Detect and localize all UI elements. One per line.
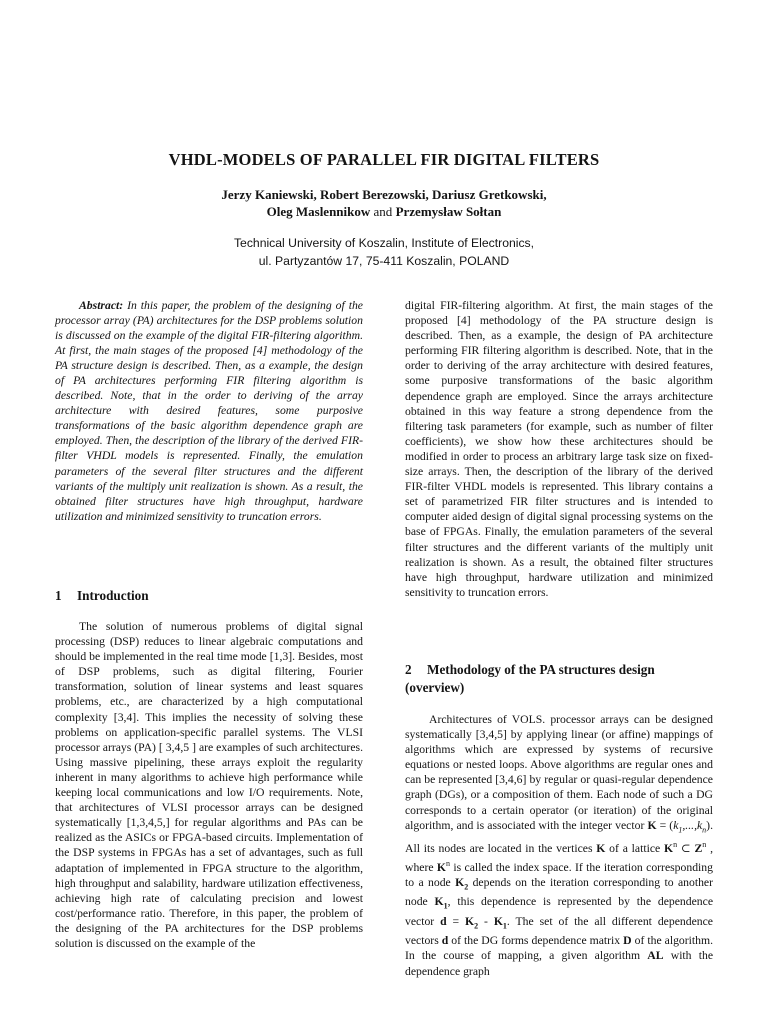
author-list [0, 186, 768, 220]
author-line-2: Oleg Maslennikow and Przemysław Sołtan [266, 204, 502, 219]
section-1-body: The solution of numerous problems of digital signal processing (DSP) reduces to linear algebraic computations and should be implemented in the real time mode [1,3]. Besides, most of DSP problems, such as digital filtering, Fourier transformation, solution of linear systems and least squares problems, etc., are characterized by a high computational complexity [3,4]. This implies the necessity of solving these problems on application-specific parallel systems. The VLSI processor arrays (PA) [ 3,4,5 ] are examples of such architectures. Using massive pipelining, these arrays exploit the regularity inherent in many algorithms to achieve high performance while keeping local communications and low I/O requirements. Note, that architectures of VLSI processor arrays can be designed systematically [1,3,4,5,] for regular algorithms and PAs can be realized as the ASICs or FPGA-based circuits. Implementation of the DSP systems in FPGAs has a set of advantages, such as full adaptation of implemented in FPGA structure to the algorithm, high throughput and salability, hardware utilization effectiveness, achieving high rate of calculating precision and lowest cost/performance ratio. Therefore, in this paper, the problem of the designing of the PA architectures for the DSP problems solution is discussed on the example of the [55, 620, 363, 950]
abstract-text: In this paper, the problem of the designing of the processor array (PA) architectures for the DSP problems solution is discussed on the example of the digital FIR-filtering algorithm. At first, the main stages of the proposed [4] methodology of the PA structure design is described. Then, as a example, the design of PA architectures performing FIR filtering algorithm is described. Note, that in the order to deriving of the array architecture with desired features, some purposive transformations of the basic algorithm dependence graph are employed. Then, the description of the library of the derived FIR-filter VHDL models is represented. Finally, the emulation parameters of the several filter structures and the different variants of the multiply unit realization is shown. As a result, the obtained filter structures have high throughput, hardware utilization and minimized sensitivity to truncation errors. [55, 299, 363, 523]
affiliation-line-1: Technical University of Koszalin, Institute of Electronics, [233, 236, 535, 250]
abstract [55, 298, 363, 524]
affiliation-line-2: ul. Partyzantów 17, 75-411 Koszalin, POLAND [258, 254, 510, 268]
affiliation [0, 234, 768, 270]
section-2-heading: 2 Methodology of the PA structures design (overview) [405, 662, 655, 695]
section-2-body: Architectures of VOLS. processor arrays can be designed systematically [3,4,5] by applying linear (or affine) mappings of algorithms which are expressed by systems of recursive equations or nested loops. Above algorithms are regular ones and can be represented [3,4,6] by regular or quasi-regular dependence graph (DGs), or a composition of them. Each node of such a DG corresponds to a certain operator (or iteration) of the original algorithm, and is associated with the integer vector $K = (k_1,...,k_n)$. All its nodes are located in the vertices K of a lattice $K^n$ ⊂ $Z^n$ , where $K^n$ is called the index space. If the iteration corresponding to a node $K_2$ depends on the iteration corresponding to another node $K_1$, this dependence is represented by the dependence vector $d = K_2 - K_1$. The set of the all different dependence vectors d of the DG forms dependence matrix D of the algorithm. In the course of mapping, a given algorithm AL with the dependence graph [405, 713, 714, 978]
section-1-heading: 1 Introduction [55, 588, 149, 603]
abstract-label: Abstract: [79, 299, 124, 312]
author-line-1: Jerzy Kaniewski, Robert Berezowski, Dariusz Gretkowski, [221, 187, 547, 202]
right-column-continuation: digital FIR-filtering algorithm. At first, the main stages of the proposed [4] methodology of the PA structure design is described. Then, as a example, the design of PA architecture performing FIR filtering algorithm is described. Note, that in the order to deriving of the array architecture with desired features, some purposive transformations of the basic algorithm dependence graph are employed. Since the arrays architecture obtained in this way feature a strong dependence from the filtering task parameters (for example, such as number of filter coefficients), we show how these architectures should be modified in order to process an arbitrary large task size on fixed-size arrays. Then, the description of the library of the derived FIR-filter VHDL models is represented. This library contains a set of parametrized FIR filter structures and is intended to computer aided design of digital signal processing systems on the base of FPGAs. Finally, the emulation parameters of the several filter structures and the different variants of the multiply unit realization is shown. As a result, the obtained filter structures have high throughput, hardware utilization and minimized sensitivity to truncation errors. [405, 299, 713, 599]
paper-title: VHDL-MODELS OF PARALLEL FIR DIGITAL FILTERS [168, 150, 600, 169]
